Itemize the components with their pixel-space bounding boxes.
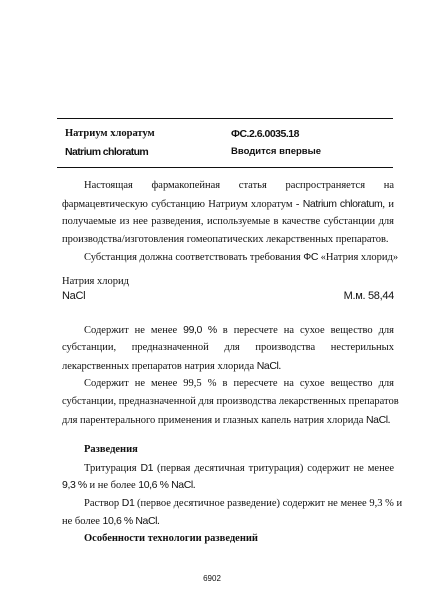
formula-row <box>62 290 394 304</box>
molecular-mass: М.м. 58,44 <box>343 290 394 302</box>
content1-line-3: лекарственных препаратов натрия хлорида NaCl. <box>62 360 282 372</box>
content1-line-1: Содержит не менее 99,0 % в пересчете на сухое вещество для <box>84 324 394 336</box>
technology-heading: Особенности технологии разведений <box>84 533 258 544</box>
substance-name-lat: Natrium chloratum <box>65 146 149 158</box>
content1-line-2: субстанции, предназначенной для производства нестерильных <box>62 342 394 353</box>
intro-line-1: Настоящая фармакопейная статья распространяется на <box>84 180 394 191</box>
status-text: Вводится впервые <box>231 146 322 157</box>
chemical-formula: NaCl <box>62 290 86 302</box>
substance-name: Натрия хлорид <box>62 276 129 287</box>
trituration-line-1: Тритурация D1 (первая десятичная тритурация) содержит не менее <box>84 462 395 474</box>
content2-line-3: для парентерального применения и глазных капель натрия хлорида NaCl. <box>62 414 391 426</box>
substance-name-ru: Натриум хлоратум <box>65 128 155 139</box>
intro-line-4: производства/изготовления гомеопатических лекарственных препаратов. <box>62 234 389 245</box>
monograph-header <box>57 118 393 168</box>
content2-line-2: субстанции, предназначенной для производства лекарственных препаратов <box>62 396 399 407</box>
content2-line-1: Содержит не менее 99,5 % в пересчете на сухое вещество для <box>84 378 394 389</box>
intro-line-3: получаемые из нее разведения, используемые в качестве субстанции для <box>62 216 394 227</box>
trituration-line-2: 9,3 % и не более 10,6 % NaCl. <box>62 479 196 491</box>
requirement-text: Субстанция должна соответствовать требования ФС «Натрия хлорид» <box>84 251 399 263</box>
intro-line-2: фармацевтическую субстанцию Натриум хлоратум - Natrium chloratum, и <box>62 198 394 210</box>
page-number: 6902 <box>203 574 221 583</box>
solution-line-1: Раствор D1 (первое десятичное разведение) содержит не менее 9,3 % и <box>84 497 403 509</box>
dilutions-heading: Разведения <box>84 444 138 455</box>
solution-line-2: не более 10,6 % NaCl. <box>62 515 160 527</box>
fs-code: ФС.2.6.0035.18 <box>231 128 299 140</box>
